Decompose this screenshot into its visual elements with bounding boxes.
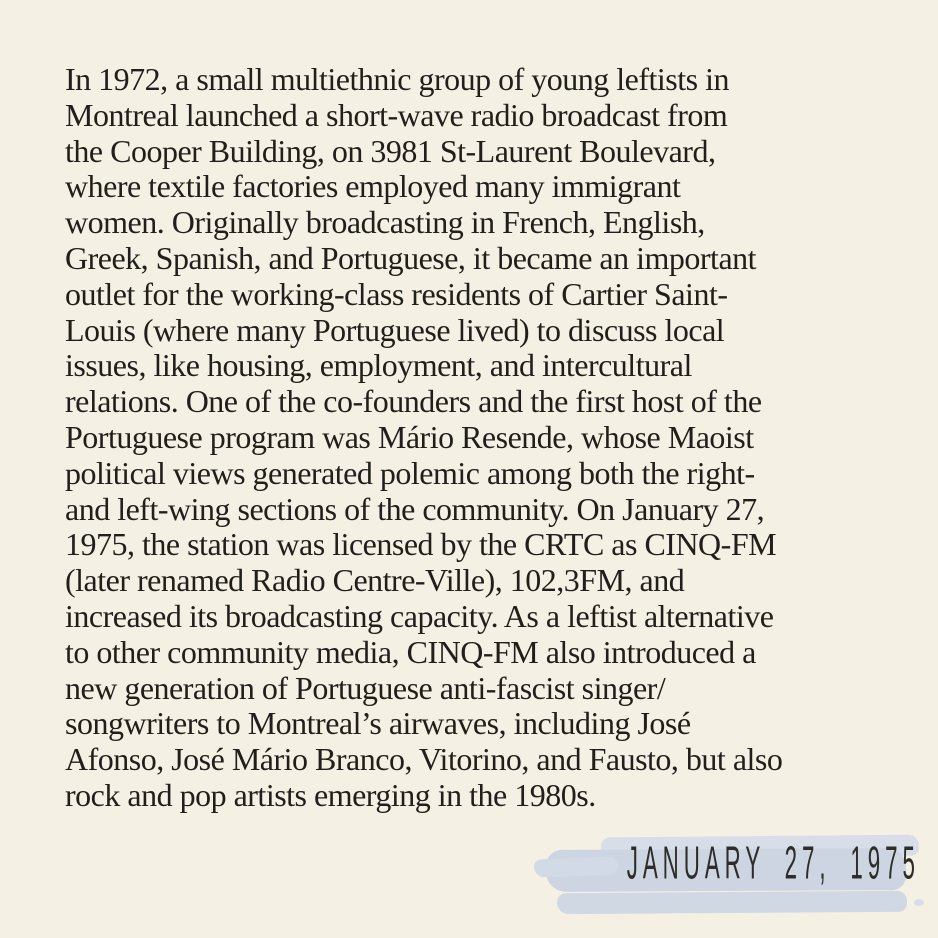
text-line: outlet for the working-class residents of Cartier Saint-	[65, 275, 728, 312]
text-line: Greek, Spanish, and Portuguese, it became an important	[65, 239, 757, 276]
text-line: issues, like housing, employment, and intercultural	[65, 347, 692, 384]
text-line: Louis (where many Portuguese lived) to discuss local	[65, 311, 725, 348]
text-line: relations. One of the co-founders and the first host of the	[65, 383, 762, 420]
text-line: (later renamed Radio Centre-Ville), 102,3FM, and	[65, 562, 685, 599]
date-stamp	[520, 820, 938, 938]
text-line: rock and pop artists emerging in the 1980s.	[65, 776, 596, 813]
brush-stroke-bottom	[557, 891, 907, 914]
text-line: the Cooper Building, on 3981 St-Laurent Boulevard,	[65, 132, 716, 169]
text-line: Portuguese program was Mário Resende, whose Maoist	[65, 418, 754, 455]
text-line: women. Originally broadcasting in French, English,	[65, 204, 705, 241]
text-line: new generation of Portuguese anti-fascist singer/	[65, 669, 666, 706]
text-line: 1975, the station was licensed by the CRTC as CINQ-FM	[65, 526, 777, 563]
text-line: In 1972, a small multiethnic group of young leftists in	[65, 61, 729, 97]
text-line: to other community media, CINQ-FM also introduced a	[65, 633, 756, 670]
text-line: and left-wing sections of the community. On January 27,	[65, 490, 765, 527]
text-line: political views generated polemic among both the right-	[65, 454, 755, 491]
text-line: where textile factories employed many immigrant	[65, 168, 681, 205]
date-text: JANUARY 27, 1975	[626, 835, 920, 889]
brush-speck	[914, 899, 924, 906]
text-line: increased its broadcasting capacity. As a leftist alternative	[65, 597, 774, 634]
article-text	[65, 62, 913, 814]
text-line: Montreal launched a short-wave radio broadcast from	[65, 96, 728, 133]
text-line: songwriters to Montreal’s airwaves, including José	[65, 705, 691, 742]
brush-stroke-left-tail	[534, 857, 619, 878]
text-line: Afonso, José Mário Branco, Vitorino, and Fausto, but also	[65, 741, 783, 778]
